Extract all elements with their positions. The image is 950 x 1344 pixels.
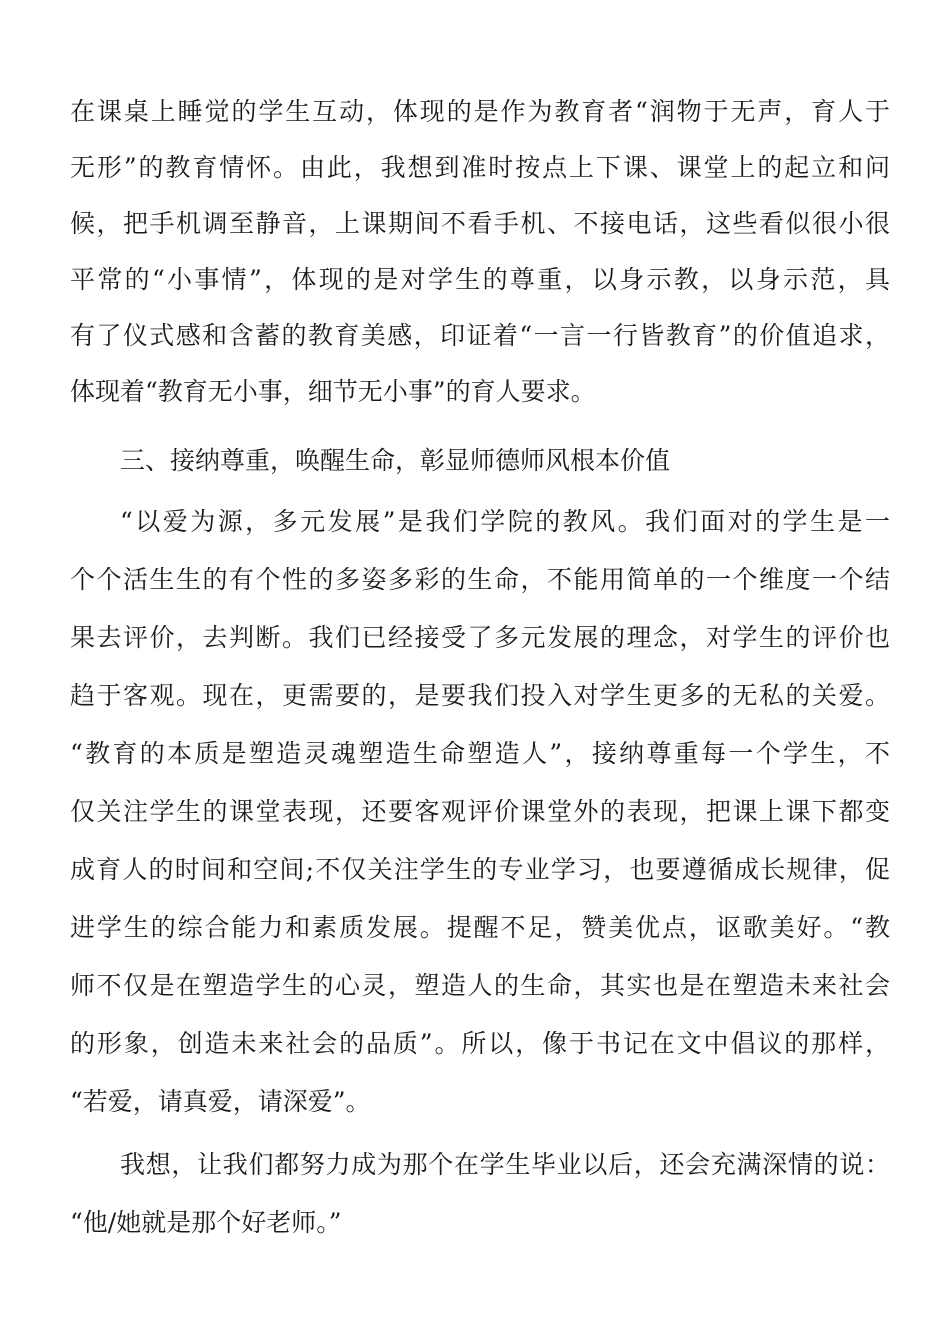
text-line: 个个活生生的有个性的多姿多彩的生命，不能用简单的一个维度一个结 xyxy=(70,565,890,594)
text-line: 平常的“小事情”，体现的是对学生的尊重，以身示教，以身示范，具 xyxy=(70,265,890,294)
section-heading: 三、接纳尊重，唤醒生命，彰显师德师风根本价值 xyxy=(120,446,671,475)
text-line: 进学生的综合能力和素质发展。提醒不足，赞美优点，讴歌美好。“教 xyxy=(70,913,890,942)
text-line: 有了仪式感和含蓄的教育美感，印证着“一言一行皆教育”的价值追求， xyxy=(70,321,890,350)
text-line: 仅关注学生的课堂表现，还要客观评价课堂外的表现，把课上课下都变 xyxy=(70,797,890,826)
text-line: 的形象，创造未来社会的品质”。所以，像于书记在文中倡议的那样， xyxy=(70,1029,890,1058)
text-line: 趋于客观。现在，更需要的，是要我们投入对学生更多的无私的关爱。 xyxy=(70,681,890,710)
text-line: 我想，让我们都努力成为那个在学生毕业以后，还会充满深情的说： xyxy=(120,1150,890,1179)
text-line: 师不仅是在塑造学生的心灵，塑造人的生命，其实也是在塑造未来社会 xyxy=(70,971,890,1000)
text-line: 候，把手机调至静音，上课期间不看手机、不接电话，这些看似很小很 xyxy=(70,209,890,238)
text-line: 体现着“教育无小事，细节无小事”的育人要求。 xyxy=(70,377,596,406)
text-line: 无形”的教育情怀。由此，我想到准时按点上下课、课堂上的起立和问 xyxy=(70,153,890,182)
text-line: 果去评价，去判断。我们已经接受了多元发展的理念，对学生的评价也 xyxy=(70,623,890,652)
text-line: “他/她就是那个好老师。” xyxy=(70,1208,342,1237)
text-line: “若爱，请真爱，请深爱”。 xyxy=(70,1087,371,1116)
text-line: “以爱为源，多元发展”是我们学院的教风。我们面对的学生是一 xyxy=(120,507,890,536)
text-line: 成育人的时间和空间;不仅关注学生的专业学习，也要遵循成长规律，促 xyxy=(70,855,890,884)
text-line: 在课桌上睡觉的学生互动，体现的是作为教育者“润物于无声，育人于 xyxy=(70,97,890,126)
text-line: “教育的本质是塑造灵魂塑造生命塑造人”，接纳尊重每一个学生，不 xyxy=(70,739,890,768)
